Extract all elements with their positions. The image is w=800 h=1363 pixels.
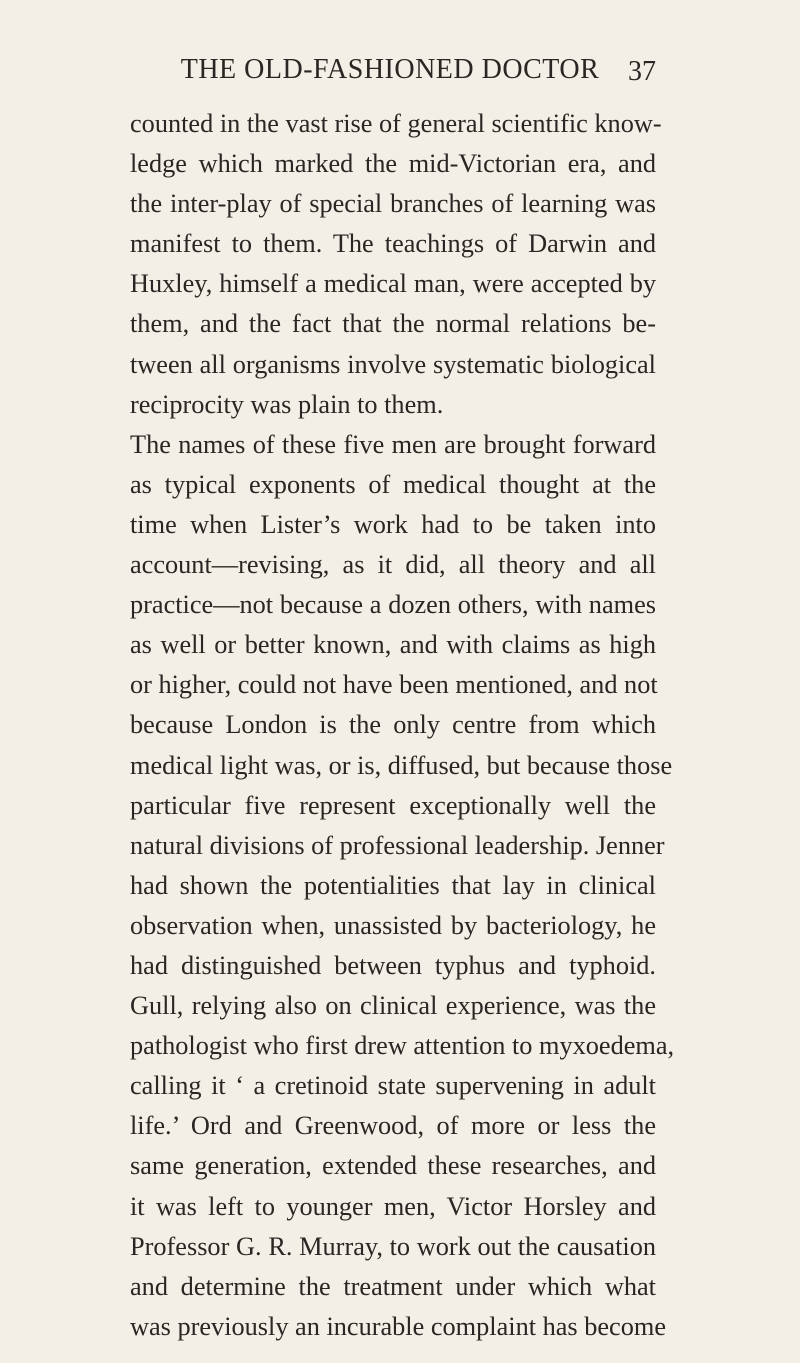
text-line: counted in the vast rise of general scientific know- (130, 109, 662, 138)
text-line: the inter-play of special branches of learning was (130, 189, 656, 219)
text-line: calling it ‘ a cretinoid state supervening in adult (130, 1071, 656, 1101)
text-line: or higher, could not have been mentioned, and not (130, 670, 658, 700)
text-line: was previously an incurable complaint has become (130, 1311, 666, 1341)
text-line: manifest to them. The teachings of Darwin and (130, 229, 656, 259)
body-text (130, 104, 675, 1347)
running-head: THE OLD-FASHIONED DOCTOR (180, 54, 600, 85)
text-line: practice—not because a dozen others, with names (130, 590, 656, 620)
text-line: them, and the fact that the normal relations be- (130, 309, 656, 339)
text-line: tween all organisms involve systematic biological (130, 349, 656, 379)
text-line: Gull, relying also on clinical experience, was the (130, 991, 656, 1021)
text-line: time when Lister’s work had to be taken into (130, 509, 656, 539)
text-line: observation when, unassisted by bacteriology, he (130, 910, 656, 940)
text-line: medical light was, or is, diffused, but because those (130, 750, 673, 780)
text-line: it was left to younger men, Victor Horsley and (130, 1191, 656, 1221)
text-line: account—revising, as it did, all theory and all (130, 550, 656, 580)
text-line: and determine the treatment under which what (130, 1271, 656, 1301)
text-line: life.’ Ord and Greenwood, of more or less the (130, 1111, 656, 1141)
text-line: particular five represent exceptionally well the (130, 790, 656, 820)
text-line: as typical exponents of medical thought at the (130, 469, 656, 499)
text-line: pathologist who first drew attention to myxoedema, (130, 1031, 675, 1061)
text-line: The names of these five men are brought forward (130, 429, 656, 459)
text-line: ledge which marked the mid-Victorian era, and (130, 149, 656, 179)
text-line: had distinguished between typhus and typhoid. (130, 950, 656, 980)
text-line: as well or better known, and with claims as high (130, 630, 656, 660)
text-line: Professor G. R. Murray, to work out the causation (130, 1231, 656, 1261)
text-line: had shown the potentialities that lay in clinical (130, 870, 656, 900)
page-number: 37 (628, 56, 656, 87)
text-line: natural divisions of professional leadership. Jenner (130, 830, 665, 860)
text-line: Huxley, himself a medical man, were accepted by (130, 269, 656, 299)
text-line: same generation, extended these researches, and (130, 1151, 656, 1181)
text-line: because London is the only centre from which (130, 710, 656, 740)
text-line: reciprocity was plain to them. (130, 389, 444, 419)
